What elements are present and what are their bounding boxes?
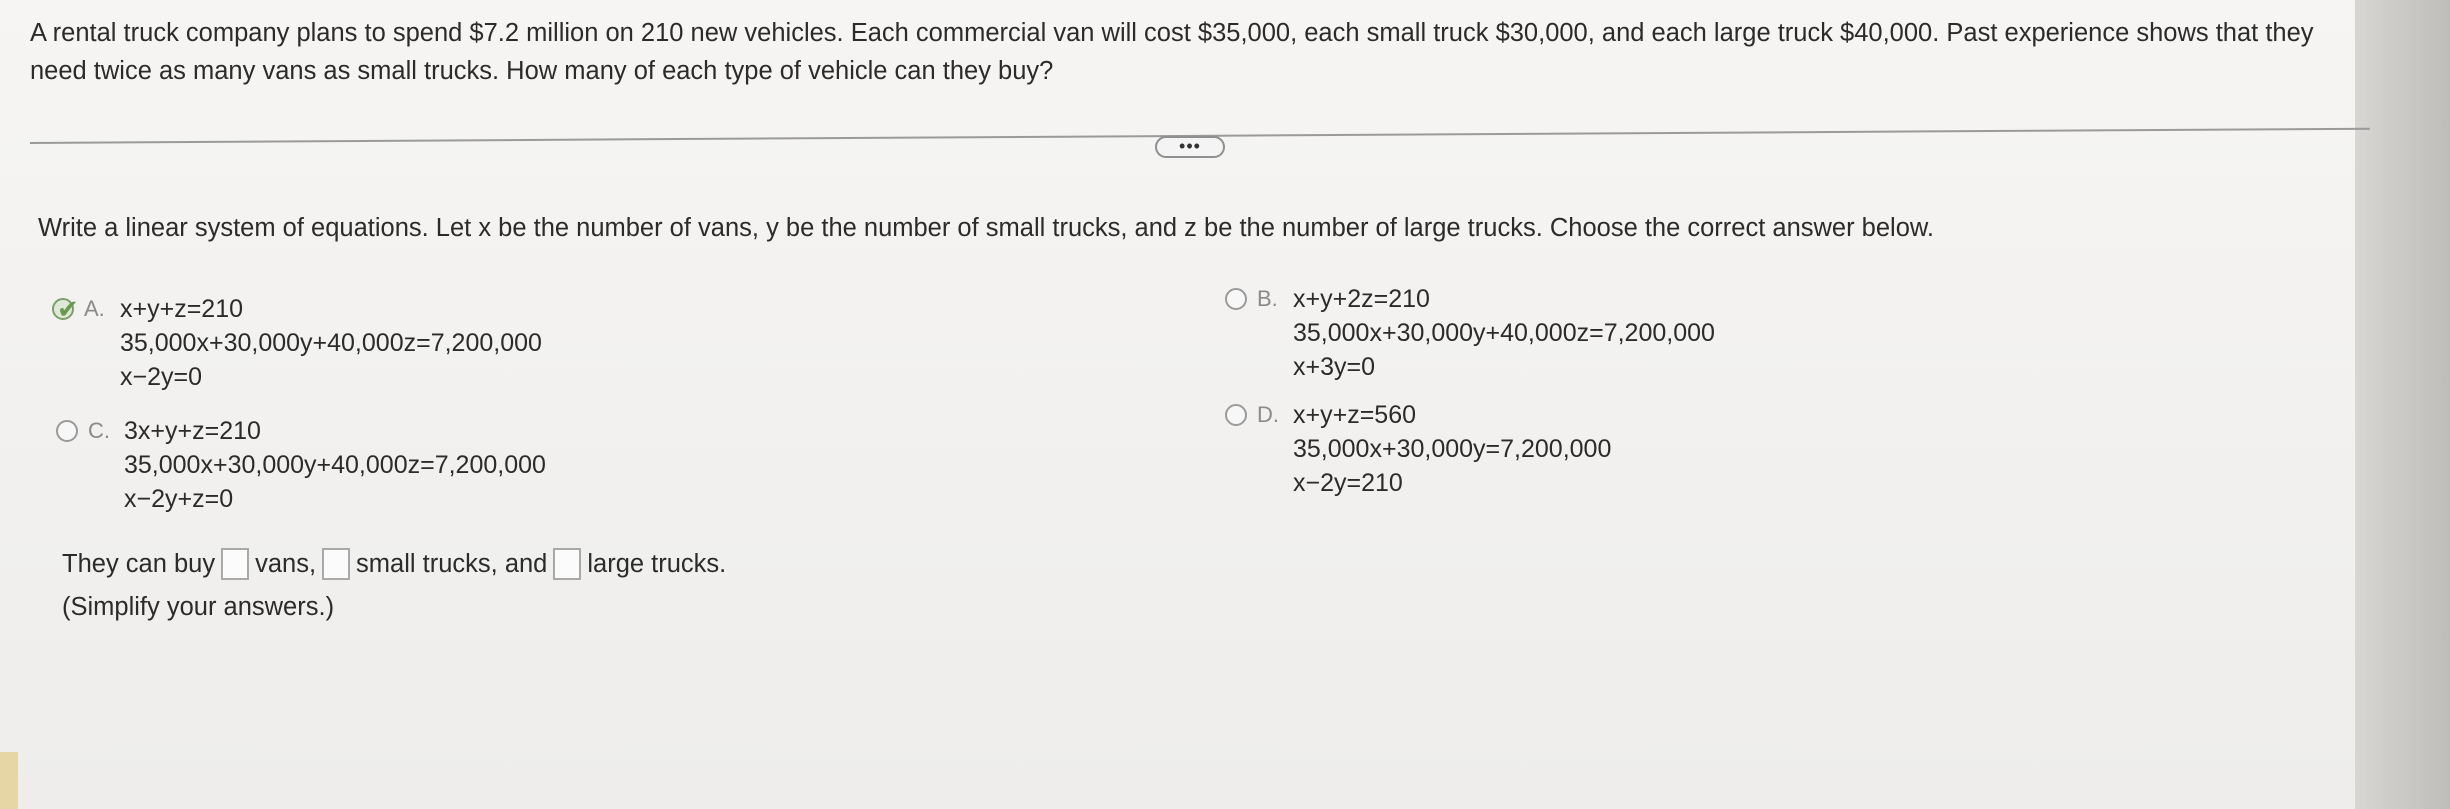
side-tab: [0, 752, 18, 809]
choice-a-radio[interactable]: [52, 294, 79, 324]
choice-d-letter: D.: [1257, 402, 1279, 427]
vans-label: vans,: [255, 550, 317, 578]
checkmark-icon: ✔: [57, 294, 79, 324]
screen-edge: [2355, 0, 2450, 809]
choice-b-letter: B.: [1257, 286, 1278, 311]
answer-prefix: They can buy: [62, 550, 216, 578]
more-options-button[interactable]: •••: [1155, 136, 1225, 158]
choice-a-eq-1: x+y+z=210: [120, 295, 244, 323]
choice-d-eq-1: x+y+z=560: [1293, 401, 1417, 429]
choice-d-eq-2: 35,000x+30,000y=7,200,000: [1293, 435, 1612, 463]
choice-c-radio[interactable]: [56, 420, 78, 442]
choice-c[interactable]: [56, 414, 546, 516]
answer-sentence: [62, 545, 726, 583]
vans-answer-box[interactable]: [221, 548, 249, 580]
choice-a[interactable]: [52, 292, 542, 394]
choice-d-eq-3: x−2y=210: [1293, 469, 1403, 497]
choice-b-radio[interactable]: [1225, 288, 1247, 310]
choice-a-eq-2: 35,000x+30,000y+40,000z=7,200,000: [120, 329, 542, 357]
choice-d[interactable]: [1225, 398, 1611, 500]
small-trucks-answer-box[interactable]: [322, 548, 350, 580]
simplify-note: (Simplify your answers.): [62, 593, 335, 621]
choice-b[interactable]: [1225, 282, 1715, 384]
choice-c-eq-2: 35,000x+30,000y+40,000z=7,200,000: [124, 451, 546, 479]
choice-b-eq-1: x+y+2z=210: [1293, 285, 1430, 313]
choice-b-eq-3: x+3y=0: [1293, 353, 1376, 381]
instruction-text: Write a linear system of equations. Let x be the number of vans, y be the number of small trucks, and z be the number of large trucks. Choose the correct answer below.: [38, 214, 1934, 242]
large-trucks-label: large trucks.: [587, 550, 727, 578]
choice-a-eq-3: x−2y=0: [120, 363, 203, 391]
choice-d-radio[interactable]: [1225, 404, 1247, 426]
large-trucks-answer-box[interactable]: [553, 548, 581, 580]
choice-c-letter: C.: [88, 418, 110, 443]
question-text: A rental truck company plans to spend $7.2 million on 210 new vehicles. Each commercial van will cost $35,000, each small truck $30,000, and each large truck $40,000. Past experience shows that they need twice as many vans as small trucks. How many of each type of vehicle can they buy?: [30, 19, 2314, 85]
small-trucks-label: small trucks, and: [356, 550, 548, 578]
choice-c-eq-3: x−2y+z=0: [124, 485, 234, 513]
choice-c-eq-1: 3x+y+z=210: [124, 417, 261, 445]
choice-a-letter: A.: [84, 296, 105, 321]
choice-b-eq-2: 35,000x+30,000y+40,000z=7,200,000: [1293, 319, 1715, 347]
